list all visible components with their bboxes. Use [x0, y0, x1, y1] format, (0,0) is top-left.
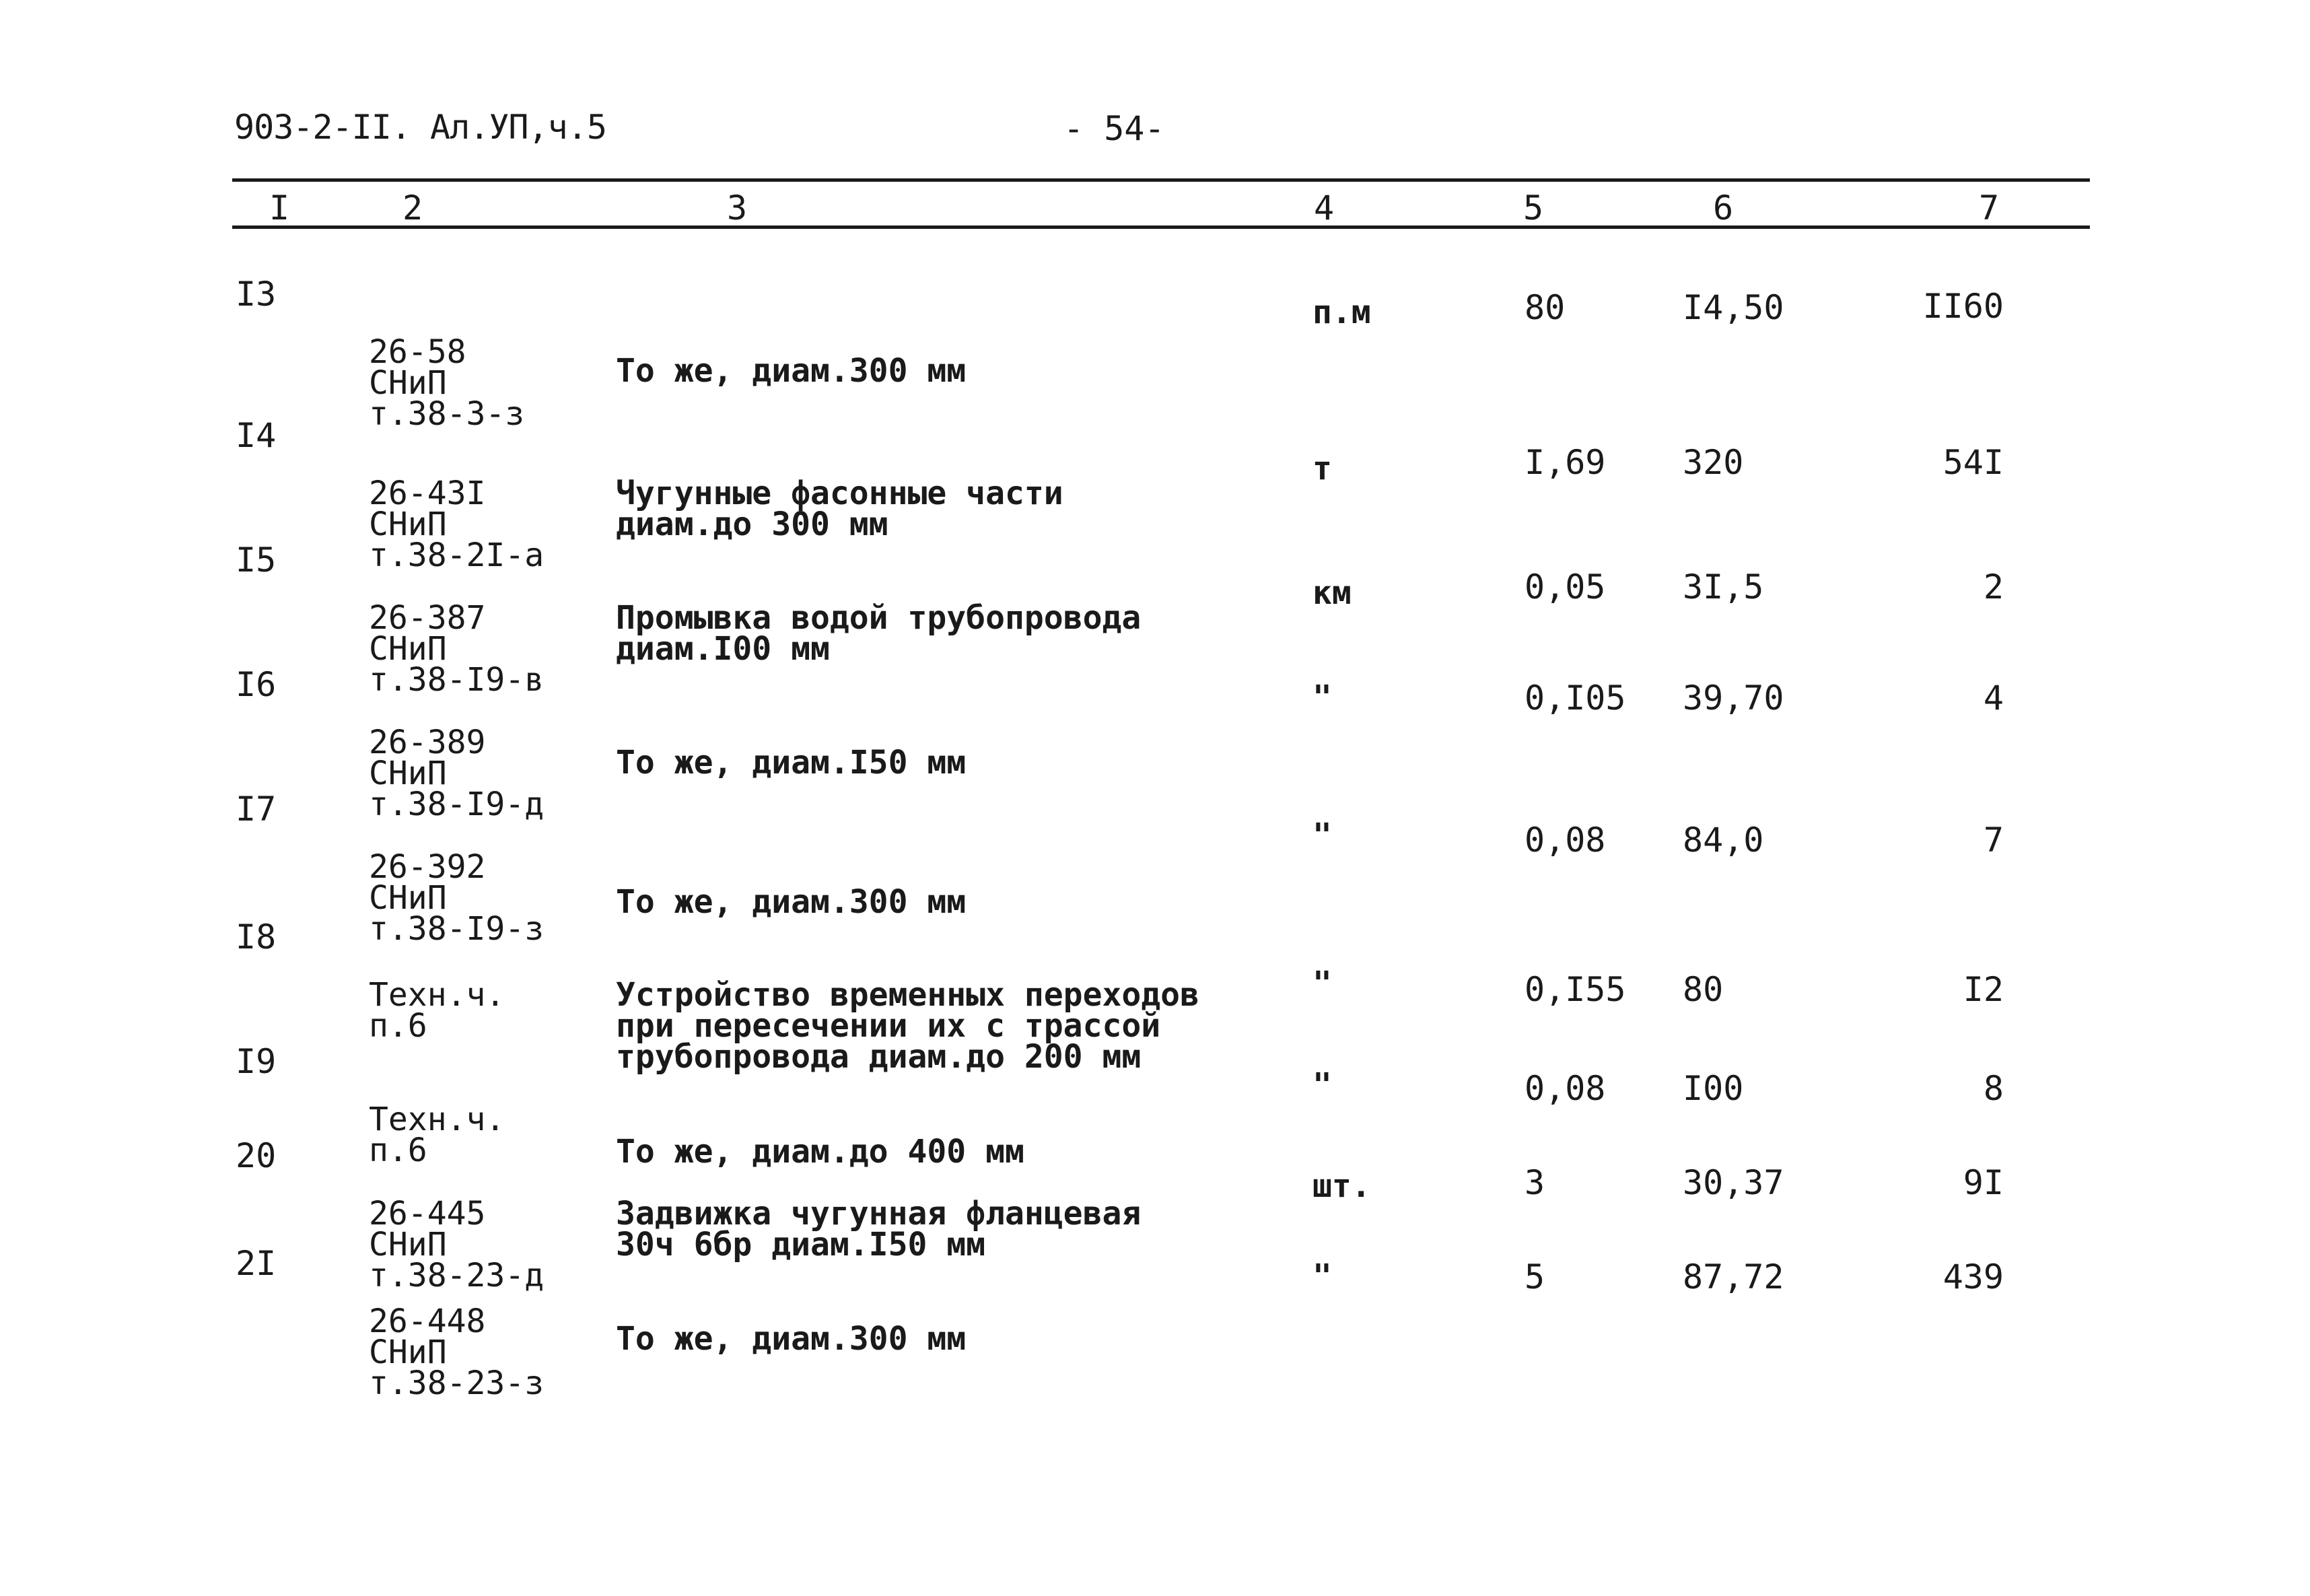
- norm-reference: 26-389 СНиП т.38-I9-д: [369, 724, 545, 823]
- row-number: 2I: [236, 1244, 277, 1283]
- unit: ": [1312, 965, 1332, 1002]
- norm-reference: 26-58 СНиП т.38-3-з: [369, 333, 525, 433]
- work-description: То же, диам.до 400 мм: [616, 1133, 1024, 1171]
- work-description: Промывка водой трубопровода диам.I00 мм: [616, 599, 1142, 668]
- work-description: То же, диам.300 мм: [616, 352, 967, 390]
- row-number: I8: [236, 917, 277, 957]
- total-cost: 7: [1983, 821, 2004, 860]
- quantity: 5: [1525, 1257, 1545, 1296]
- unit-price: 84,0: [1683, 821, 1764, 860]
- work-description: То же, диам.300 мм: [616, 1320, 967, 1358]
- total-cost: 4: [1983, 679, 2004, 718]
- work-description: Задвижка чугунная фланцевая 30ч 6бр диам.I50 мм: [616, 1195, 1142, 1263]
- quantity: 0,05: [1525, 567, 1606, 606]
- norm-reference: Техн.ч. п.6: [369, 1101, 505, 1169]
- row-number: I5: [236, 541, 277, 580]
- unit-price: 3I,5: [1683, 567, 1764, 606]
- unit: ": [1312, 1257, 1332, 1295]
- table-header-rule: [232, 225, 2090, 229]
- column-number-6: 6: [1713, 188, 1734, 228]
- total-cost: I2: [1963, 970, 2004, 1009]
- norm-reference: 26-445 СНиП т.38-23-д: [369, 1195, 545, 1294]
- total-cost: 439: [1943, 1257, 2004, 1296]
- norm-reference: 26-387 СНиП т.38-I9-в: [369, 599, 545, 699]
- column-number-5: 5: [1523, 188, 1544, 228]
- norm-reference: 26-43I СНиП т.38-2I-а: [369, 475, 545, 574]
- quantity: 0,I55: [1525, 970, 1626, 1009]
- column-number-1: I: [269, 188, 290, 228]
- row-number: I9: [236, 1042, 277, 1081]
- column-number-3: 3: [727, 188, 748, 228]
- row-number: I3: [236, 275, 277, 314]
- table-top-rule: [232, 178, 2090, 182]
- unit: т: [1312, 450, 1332, 487]
- page-number: - 54-: [1063, 109, 1165, 148]
- unit: п.м: [1312, 293, 1371, 331]
- column-number-2: 2: [403, 188, 423, 228]
- unit: ": [1312, 1066, 1332, 1104]
- work-description: То же, диам.300 мм: [616, 883, 967, 921]
- quantity: 0,I05: [1525, 679, 1626, 718]
- column-number-4: 4: [1314, 188, 1335, 228]
- work-description: То же, диам.I50 мм: [616, 744, 967, 782]
- norm-reference: 26-448 СНиП т.38-23-з: [369, 1303, 545, 1402]
- row-number: I6: [236, 665, 277, 704]
- row-number: I7: [236, 790, 277, 829]
- total-cost: 2: [1983, 567, 2004, 606]
- total-cost: 8: [1983, 1069, 2004, 1108]
- norm-reference: 26-392 СНиП т.38-I9-з: [369, 848, 545, 948]
- work-description: Устройство временных переходов при пересечении их с трассой трубопровода диам.до 200 мм: [616, 976, 1199, 1076]
- quantity: 0,08: [1525, 1069, 1606, 1108]
- unit: ": [1312, 679, 1332, 716]
- unit-price: 30,37: [1683, 1163, 1784, 1202]
- quantity: 80: [1525, 288, 1566, 327]
- norm-reference: Техн.ч. п.6: [369, 976, 505, 1045]
- unit-price: 39,70: [1683, 679, 1784, 718]
- unit-price: 320: [1683, 443, 1744, 482]
- total-cost: II60: [1922, 287, 2004, 326]
- total-cost: 9I: [1963, 1163, 2004, 1202]
- quantity: 3: [1525, 1163, 1545, 1202]
- column-number-7: 7: [1979, 188, 2000, 228]
- document-code: 903-2-II. Ал.УП,ч.5: [234, 108, 606, 147]
- total-cost: 54I: [1943, 443, 2004, 482]
- work-description: Чугунные фасонные части диам.до 300 мм: [616, 475, 1063, 543]
- quantity: 0,08: [1525, 821, 1606, 860]
- row-number: I4: [236, 416, 277, 455]
- unit-price: I00: [1683, 1069, 1744, 1108]
- unit: ": [1312, 817, 1332, 854]
- unit-price: 87,72: [1683, 1257, 1784, 1296]
- unit: км: [1312, 574, 1352, 612]
- unit-price: 80: [1683, 970, 1724, 1009]
- row-number: 20: [236, 1136, 277, 1175]
- unit: шт.: [1312, 1167, 1371, 1205]
- quantity: I,69: [1525, 443, 1606, 482]
- unit-price: I4,50: [1683, 288, 1784, 327]
